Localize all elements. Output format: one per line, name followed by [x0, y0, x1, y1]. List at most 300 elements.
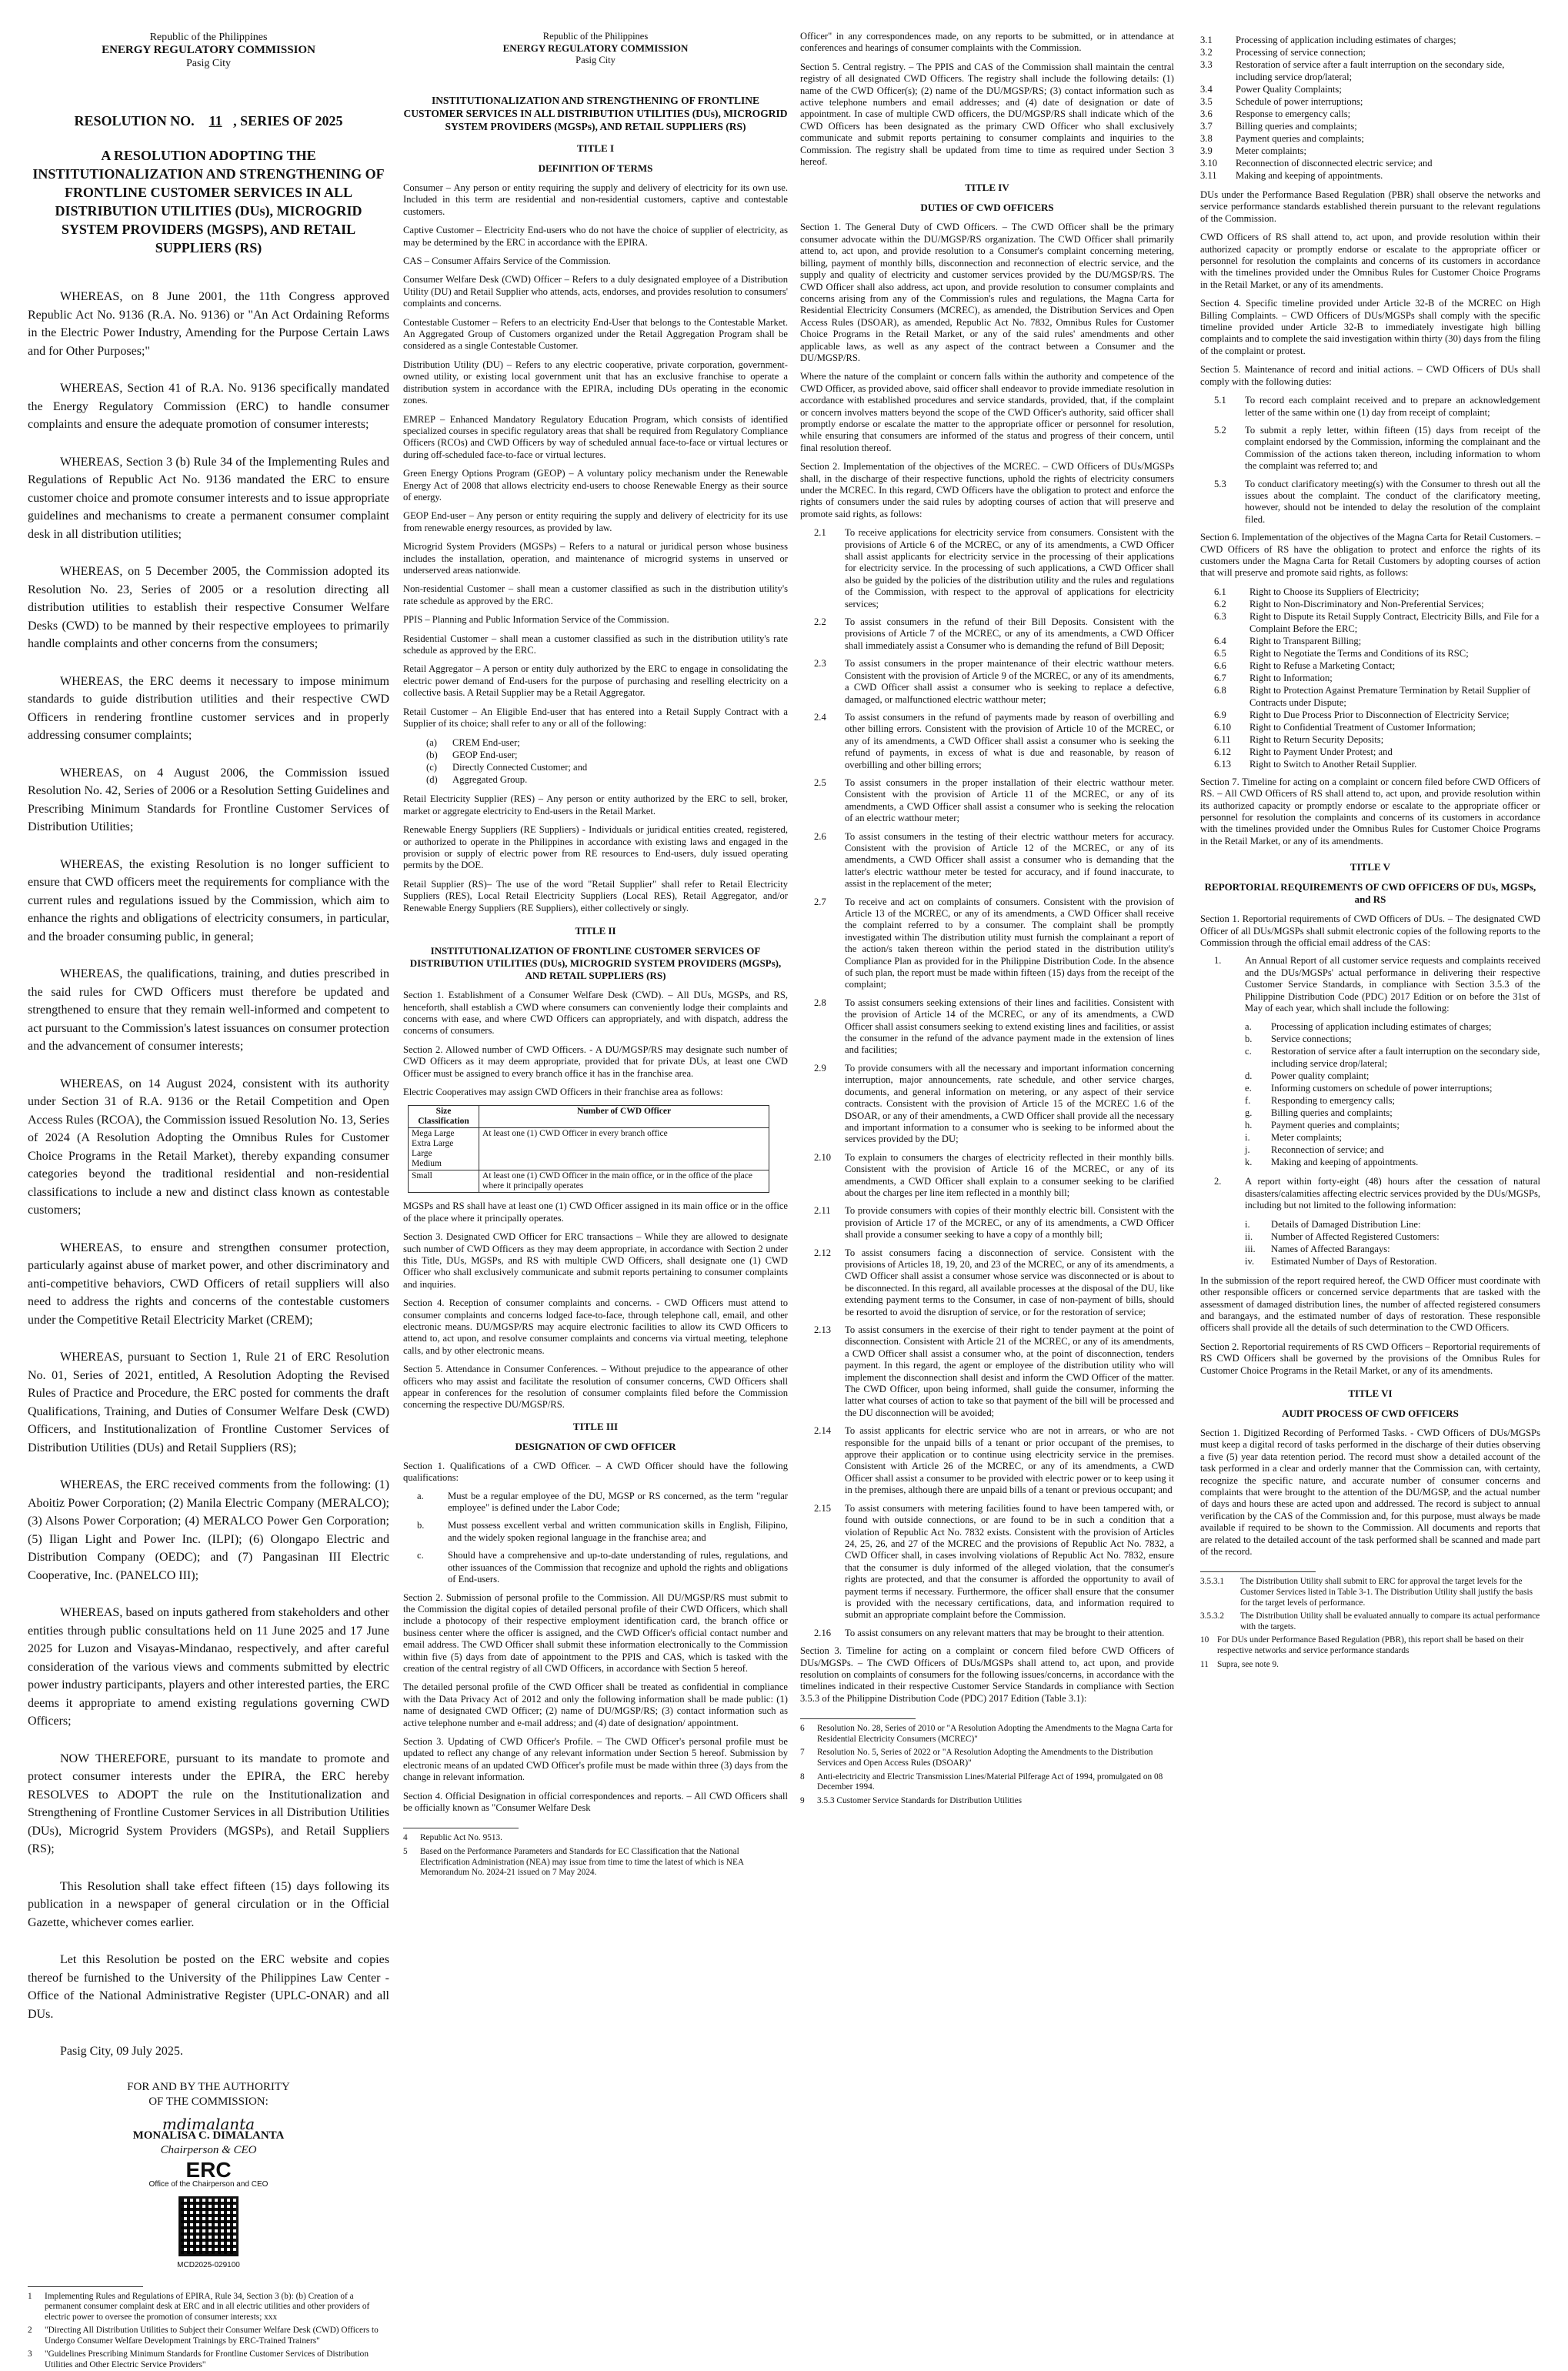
- right-item: [1214, 684, 1540, 709]
- footnotes-col1: [28, 2292, 389, 2371]
- item-text: To assist consumers with metering facilities found to have been tampered with, or found with outside connections, or are found to be in such a condition that a violation of Republic Act No. 7832 exists. Consistent with the provision of Articles 24, 25, 26, and 27 of the MCREC and the provisions of Republic Act No. 7832, a CWD Officer shall, in cases involving violations of Republic Act No. 7832, ensure that the consumer is duly informed of the alleged violation, that the consumer's rights are protected, and that the consumer is afforded the opportunity to avail of payment terms if necessary. Furthermore, the officer shall ensure that the consumer is provided with the necessary certifications, data, and information required to submit an appropriate complaint before the Commission.: [845, 1502, 1174, 1621]
- whereas-clause: WHEREAS, based on inputs gathered from stakeholders and other entities through public consultations held on 11 June 2025 and 17 June 2025 for Luzon and Visayas-Mindanao, respectively, and after careful consideration of the various views and comments submitted by electric power industry participants, players and other interested parties, the ERC deems it appropriate to amend existing regulations governing CWD Officers;: [28, 1606, 389, 1728]
- item-number: 2.12: [814, 1247, 832, 1258]
- item-text: Meter complaints;: [1236, 145, 1306, 156]
- whereas-clause: This Resolution shall take effect fifteen (15) days following its publication in a newspaper of general circulation or in the Official Gazette, whichever comes earlier.: [28, 1879, 389, 1929]
- service-item: [1200, 108, 1540, 120]
- service-item: [1200, 157, 1540, 169]
- definition: Contestable Customer – Refers to an electricity End-User that belongs to the Contestable Market. An Aggregated Group of Customers organized under the Retail Aggregation Program shall be considered as a single Contestable Customer.: [403, 316, 788, 352]
- disaster-detail-item: [1245, 1243, 1540, 1255]
- whereas-clause: WHEREAS, on 8 June 2001, the 11th Congress approved Republic Act No. 9136 (R.A. No. 9136) or "An Act Ordaining Reforms in the Electric Power Industry, Amending for the Purpose Certain Laws and for Other Purposes;": [28, 290, 389, 358]
- item-number: i.: [1245, 1132, 1250, 1144]
- size-class: Small: [412, 1171, 432, 1181]
- item-text: Names of Affected Barangays:: [1271, 1243, 1390, 1254]
- duty-item: [814, 1628, 1174, 1639]
- title-1-heading: TITLE I: [576, 142, 615, 154]
- title-5-heading: TITLE V: [1349, 861, 1391, 873]
- item-number: e.: [1245, 1083, 1252, 1094]
- section-paragraph: Section 2. Reportorial requirements of RS CWD Officers – Reportorial requirements of RS CWD Officers shall be governed by the provisions of the Omnibus Rules for Customer Choice Programs in the Retail Market, or any of its amendments.: [1200, 1341, 1540, 1376]
- right-item: [1214, 610, 1540, 635]
- item-text: GEOP End-user;: [452, 750, 518, 761]
- item-text: Right to Switch to Another Retail Supplier.: [1249, 758, 1417, 770]
- footnote-divider: [28, 2286, 143, 2287]
- item-text: Payment queries and complaints;: [1271, 1120, 1400, 1131]
- footnote-text: Anti-electricity and Electric Transmission Lines/Material Pilferage Act of 1994, promulgated on 08 December 1994.: [817, 1772, 1163, 1792]
- table-cell-size-group1: [409, 1128, 479, 1170]
- item-text: Right to Negotiate the Terms and Conditions of its RSC;: [1249, 647, 1469, 659]
- item-text: Right to Information;: [1249, 672, 1333, 683]
- title-4-sections: [800, 222, 1174, 520]
- service-item: [1200, 58, 1540, 83]
- section-paragraph: Electric Cooperatives may assign CWD Officers in their franchise area as follows:: [403, 1086, 723, 1097]
- item-number: 2.10: [814, 1151, 832, 1163]
- report-content-item: [1245, 1094, 1540, 1107]
- column-4: [1200, 31, 1540, 2289]
- item-text: Right to Transparent Billing;: [1249, 635, 1362, 646]
- item-number: 5.3: [1214, 478, 1226, 489]
- item-text: To assist consumers seeking extensions of their lines and facilities. Consistent with the provision of Article 14 of the MCREC, or any of its amendments, a CWD Officer shall assist consumers seeking to extend existing lines and facilities, or assist the consumer in the refund of the advance payment made in the extension of lines and facilities;: [845, 997, 1174, 1056]
- footnote: [800, 1748, 1174, 1768]
- definition: EMREP – Enhanced Mandatory Regulatory Education Program, which consists of identified specialized courses in specific regulatory areas that shall be required from Regulatory Compliance Officers (RCOs) and CWD Officers by way of scheduled annual face-to-face or virtual lectures or during off-scheduled face-to-face or virtual lectures.: [403, 413, 788, 460]
- footnote-number: 5: [403, 1847, 408, 1856]
- item-number: 3.11: [1200, 170, 1217, 181]
- definition: Microgrid System Providers (MGSPs) – Refers to a natural or juridical person whose business includes the installation, operation, and maintenance of microgrid systems in unserved or underserved areas nationwide.: [403, 541, 788, 576]
- footnote: [800, 1724, 1174, 1745]
- item-text: To submit a reply letter, within fifteen (15) days from receipt of the complaint endorsed by the Commission, informing the complainant and the Commission of the actions taken thereon, including information to whom the complaint was referred to; and: [1245, 424, 1540, 472]
- definition: CAS – Consumer Affairs Service of the Commission.: [403, 255, 611, 267]
- annual-report-contents: [1245, 1020, 1540, 1168]
- item-number: a.: [417, 1490, 424, 1501]
- item-number: 3.3: [1200, 59, 1213, 70]
- item-text: An Annual Report of all customer service requests and complaints received and the DUs/MGSPs' actual performance in delivering their respective Customer Service Standards, in compliance with Section 3.5.3 of the Philippine Distribution Code (PDC) 2017 Edition or on before the 31st of May of each year, which shall include the following:: [1245, 955, 1540, 1014]
- whereas-clause: WHEREAS, the qualifications, training, and duties prescribed in the said rules for CWD Officers must therefore be updated and strengthened to ensure that they remain well-informed and competent to act pursuant to the Commission's latest issuances on consumer protection and the advancement of consumer interests;: [28, 967, 389, 1053]
- footnote-text: The Distribution Utility shall submit to ERC for approval the target levels for the Customer Services listed in Table 3-1. The Distribution Utility shall justify the basis for the target levels of performance.: [1240, 1577, 1533, 1608]
- size-class: Large: [412, 1149, 432, 1159]
- title-3-sections: [403, 1592, 788, 1815]
- erc-logo: ERC: [185, 2157, 232, 2182]
- item-text: Responding to emergency calls;: [1271, 1095, 1396, 1107]
- item-number: j.: [1245, 1144, 1250, 1156]
- report-content-item: [1245, 1045, 1540, 1070]
- footnote: [800, 1796, 1174, 1807]
- footnote: [1200, 1577, 1540, 1608]
- item-number: 6.13: [1214, 758, 1232, 770]
- item-number: 6.11: [1214, 733, 1231, 745]
- footnote: [1200, 1635, 1540, 1656]
- footnote: [403, 1847, 788, 1878]
- central-registry-section: [800, 31, 1174, 168]
- report-content-item: [1245, 1033, 1540, 1045]
- item-text: To assist applicants for electric service who are not in arrears, or who are not responsible for the unpaid bills of a tenant or prior occupant of the premises, to approve their application or to continue using electricity service in the premises. Consistent with Article 26 of the MCREC, or any of its amendments, a CWD Officer shall assist a consumer to be provided with electric power or to keep using it in the premises, although there are unpaid bills of a tenant or previous occupant; and: [845, 1425, 1174, 1496]
- whereas-clause: WHEREAS, on 5 December 2005, the Commission adopted its Resolution No. 23, Series of 2005 or a resolution directing all distribution utilities to establish their respective Consumer Welfare Desks (CWD) to be manned by their respective employees to primarily handle complaints and other concerns from the consumers;: [28, 565, 389, 650]
- item-text: Restoration of service after a fault interruption on the secondary side, including service drop/lateral;: [1236, 59, 1505, 82]
- disaster-detail-item: [1245, 1218, 1540, 1231]
- section-paragraph: In the submission of the report required hereof, the CWD Officer must coordinate with other responsible officers or concerned service departments that are tasked with the assessment of damaged distribution lines, the number of affected registered consumers and barangays, and the estimated number of days of restoration. These responsible officers shall provide all the details of such determination to the CWD Officers.: [1200, 1274, 1540, 1334]
- definition: Non-residential Customer – shall mean a customer classified as such in the distribution utility's rate schedule as approved by the ERC.: [403, 583, 788, 606]
- item-number: b.: [1245, 1034, 1253, 1045]
- title-2-sections-b: [403, 1201, 788, 1411]
- definitions-list: [403, 182, 788, 730]
- section-paragraph: Section 3. Designated CWD Officer for ERC transactions – While they are allowed to designate such number of CWD Officers as they may deem appropriate, in accordance with Section 2 under this Title, DUs, MGSPs, and RS with multiple CWD Officers, shall designate one (1) CWD Officer who shall exclusively communicate and submit reports pertaining to consumer complaints and inquiries.: [403, 1231, 788, 1290]
- item-number: 6.9: [1214, 709, 1226, 720]
- item-text: Right to Dispute its Retail Supply Contract, Electricity Bills, and File for a Complaint Before the ERC;: [1249, 610, 1540, 634]
- item-text: To assist consumers facing a disconnection of service. Consistent with the provisions of Articles 18, 19, 20, and 23 of the MCREC, or any of its amendments, a CWD Officer shall assist a consumer whose service was disconnected or is about to be disconnected. In this regard, all available processes at the disposal of the DU, like extending payment terms to the Consumer, in case of non-payment of bills, should be resorted to avoid the disruption of service, or for the restoration of service;: [845, 1247, 1174, 1317]
- item-text: To assist consumers in the proper maintenance of their electric watthour meters. Consistent with the provision of Article 9 of the MCREC, or any of its amendments, a CWD Officer shall assist a consumer who is seeking to replace a defective, damaged, or malfunctioned electric watthour meter;: [845, 658, 1174, 705]
- section-paragraph: Section 5. Maintenance of record and initial actions. – CWD Officers of DUs shall comply with the following duties:: [1200, 364, 1540, 387]
- column-1: [28, 31, 389, 2370]
- definition: Retail Aggregator – A person or entity duly authorized by the ERC to engage in consolidating the electric power demand of End-users for the purpose of purchasing and reselling electricity on a collective basis. A Retail Supplier may be a Retail Aggregator.: [403, 663, 788, 699]
- retail-rights-list: [1214, 586, 1540, 770]
- item-number: 6.12: [1214, 746, 1232, 757]
- item-number: 3.5: [1200, 96, 1213, 107]
- duty-item: [814, 777, 1174, 825]
- item-text: Number of Affected Registered Customers:: [1271, 1231, 1440, 1242]
- size-class: Mega Large: [412, 1129, 455, 1139]
- signatory-name: MONALISA C. DIMALANTA: [132, 2129, 285, 2142]
- duty-item: [814, 616, 1174, 652]
- item-text: Schedule of power interruptions;: [1236, 96, 1363, 107]
- report-content-item: [1245, 1082, 1540, 1094]
- retail-customer-item: [426, 749, 788, 761]
- letterhead-2: Republic of the Philippines ENERGY REGULATORY COMMISSION Pasig City: [502, 31, 689, 65]
- item-number: 6.1: [1214, 586, 1226, 597]
- item-text: To assist consumers in the refund of payments made by reason of overbilling and other billing errors. Consistent with the provision of Article 10 of the MCREC, or any of its amendments, a CWD Officer shall assist a consumer who is seeking the refund of payments, in excess of what is due and reasonable, by reason of overbilling and other billing errors;: [845, 711, 1174, 770]
- size-classification-table: [408, 1105, 769, 1193]
- footnote: [28, 2326, 389, 2346]
- table-cell-value2: At least one (1) CWD Officer in the main office, or in the office of the place where it principally operates: [479, 1170, 769, 1193]
- qualification-item: [417, 1550, 788, 1585]
- whereas-clause: Let this Resolution be posted on the ERC website and copies thereof be furnished to the University of the Philippines Law Center - Office of the National Administrative Register (UPLC-ONAR) and all DUs.: [28, 1953, 389, 2021]
- letterhead: [28, 31, 389, 70]
- disaster-report-item: [1200, 1176, 1540, 1211]
- title-4-heading: TITLE IV: [965, 182, 1009, 194]
- disaster-report-contents: [1245, 1218, 1540, 1267]
- column-2: [403, 31, 788, 2289]
- footnote: [1200, 1660, 1540, 1671]
- definition: Consumer – Any person or entity requiring the supply and delivery of electricity for its own use. Included in this term are residential and non-residential customers, captive and contestable customers.: [403, 182, 788, 217]
- item-text: Estimated Number of Days of Restoration.: [1271, 1255, 1437, 1267]
- footnote-text: Resolution No. 5, Series of 2022 or "A Resolution Adopting the Amendments to the Distribution Services and Open Access Rules (DSOAR)": [817, 1748, 1153, 1768]
- item-number: 6.8: [1214, 684, 1226, 696]
- footnote-number: 10: [1200, 1635, 1209, 1645]
- footnote: [1200, 1611, 1540, 1632]
- item-number: (a): [426, 737, 437, 749]
- retail-customer-item: [426, 761, 788, 773]
- item-number: 6.7: [1214, 672, 1226, 683]
- item-number: 2.9: [814, 1062, 826, 1074]
- item-text: Processing of service connection;: [1236, 47, 1366, 58]
- agency-name: ENERGY REGULATORY COMMISSION: [102, 44, 315, 56]
- definitions-list-2: [403, 793, 788, 914]
- duty-item: [814, 712, 1174, 771]
- title-2-heading: TITLE II: [575, 925, 616, 937]
- item-number: a.: [1245, 1021, 1252, 1033]
- footnote-text: "Guidelines Prescribing Minimum Standards for Frontline Customer Services of Distribution Utilities and Other Electric Service Providers": [45, 2349, 369, 2370]
- qr-code-icon: [178, 2196, 239, 2256]
- title-2-sections: [403, 990, 788, 1098]
- service-item: [1200, 120, 1540, 132]
- item-number: 2.15: [814, 1502, 832, 1514]
- service-item: [1200, 132, 1540, 145]
- footnote-text: Based on the Performance Parameters and Standards for EC Classification that the National Electrification Administration (NEA) may issue from time to time the latest of which is NEA Memorandum No. 2024-21 issued on 7 May 2024.: [420, 1847, 744, 1878]
- duty-item: [814, 1152, 1174, 1200]
- duty-item: [814, 897, 1174, 991]
- footnote-number: 4: [403, 1833, 408, 1843]
- item-number: 6.5: [1214, 647, 1226, 659]
- duty-item: [814, 1503, 1174, 1621]
- handwritten-signature: mdimalanta: [162, 2114, 255, 2133]
- item-text: Aggregated Group.: [452, 774, 528, 786]
- item-number: 2.2: [814, 616, 826, 628]
- title-6-heading: TITLE VI: [1348, 1387, 1393, 1399]
- whereas-clause: WHEREAS, Section 41 of R.A. No. 9136 specifically mandated the Energy Regulatory Commission (ERC) to handle consumer complaints and ensure the adequate promotion of consumer interests;: [28, 382, 389, 431]
- definition: Retail Customer – An Eligible End-user that has entered into a Retail Supply Contract with a Supplier of its choice; shall refer to any or all of the following:: [403, 706, 788, 730]
- item-number: 1.: [1214, 955, 1222, 967]
- item-number: 2.3: [814, 658, 826, 670]
- item-number: 3.10: [1200, 158, 1218, 169]
- title-5-name: REPORTORIAL REQUIREMENTS OF CWD OFFICERS OF DUs, MGSPs, and RS: [1204, 881, 1536, 906]
- item-number: h.: [1245, 1120, 1253, 1131]
- item-number: g.: [1245, 1107, 1253, 1119]
- item-number: 5.1: [1214, 395, 1226, 406]
- item-text: Meter complaints;: [1271, 1132, 1342, 1144]
- right-item: [1214, 733, 1540, 746]
- record-duty-item: [1214, 395, 1540, 419]
- rules-title: INSTITUTIONALIZATION AND STRENGTHENING OF FRONTLINE CUSTOMER SERVICES IN ALL DISTRIBUTION UTILITIES (DUs), MICROGRID SYSTEM PROVIDERS (MGSPs), AND RETAIL SUPPLIERS (RS): [403, 95, 788, 132]
- service-item: [1200, 145, 1540, 157]
- service-item: [1200, 83, 1540, 95]
- qr-code-label: MCD2025-029100: [177, 2260, 240, 2269]
- footnote-text: The Distribution Utility shall be evaluated annually to compare its actual performance with the targets.: [1240, 1611, 1540, 1631]
- section-paragraph: Section 4. Specific timeline provided under Article 32-B of the MCREC on High Billing Complaints. – CWD Officers of DUs/MGSPs shall comply with the specific timeline provided under Article 32-B to immediately investigate high billing complaints and to complete the said investigation within thirty (30) days from the filing of the complaint or protest.: [1200, 298, 1540, 356]
- item-number: 6.10: [1214, 721, 1232, 733]
- section-paragraph: Section 4. Reception of consumer complaints and concerns. - CWD Officers must attend to consumer complaints and concerns lodged face-to-face, through telephone call, email, and other electronic means. DU/MGSP/RS may acquire electronic facilities to allow its CWD Officers to attend to, act upon, and resolve consumer complaints and concerns via virtual meeting, telephone calls, and by other electronic means.: [403, 1297, 788, 1356]
- report-item: [1214, 1176, 1540, 1211]
- table-cell-size-group2: [409, 1170, 479, 1193]
- section-paragraph: Section 2. Submission of personal profile to the Commission. All DU/MGSP/RS must submit to the Commission the digital copies of detailed personal profile of their CWD Officers, which shall include a photocopy of their respective employment identification card, the branch office or business center where the officer is assigned, and the CWD Officer's official contact number and email address. The CWD Officer shall submit these information electronically to the Commission within five (5) days from date of appointment to the PPIS and CAS, which is tasked with the creation of the central registry of all CWD Officers, in accordance with Section 5 hereof.: [403, 1591, 788, 1674]
- timeline-section: Section 3. Timeline for acting on a complaint or concern filed before CWD Officers of DUs/MGSPs. – The CWD Officers of DUs/MGSPs shall attend to, act upon, and provide resolution on complaints of consumers for the following issues/concerns, in accordance with the timelines indicated in their respective Customer Service Standards in compliance with Section 3.5.3 of the Philippine Distribution Code (PDC) 2017 Edition (Table 3.1):: [800, 1645, 1174, 1704]
- item-number: 2.14: [814, 1425, 832, 1437]
- annual-report-item: [1200, 955, 1540, 1014]
- whereas-clause: WHEREAS, on 14 August 2024, consistent with its authority under Section 31 of R.A. 9136 or the Retail Competition and Open Access Rules (RCOA), the Commission issued Resolution No. 13, Series of 2024 (A Resolution Adopting the Omnibus Rules for Customer Choice Programs in the Retail Market), thereby expanding consumer categories beyond the traditional residential and non-residential classifications to include a new and distinct class known as contestable customers;: [28, 1077, 389, 1217]
- title-2-name: INSTITUTIONALIZATION OF FRONTLINE CUSTOMER SERVICES OF DISTRIBUTION UTILITIES (DUs), MICROGRID SYSTEM PROVIDERS (MGSPs), AND RETAIL SUPPLIERS (RS): [409, 945, 782, 982]
- disaster-detail-item: [1245, 1255, 1540, 1267]
- item-number: 3.8: [1200, 133, 1213, 144]
- right-item: [1214, 672, 1540, 684]
- section-paragraph: MGSPs and RS shall have at least one (1) CWD Officer assigned in its main office or in the office of the place where it principally operates.: [403, 1201, 788, 1224]
- whereas-clauses: [28, 288, 389, 2061]
- item-text: To explain to consumers the charges of electricity reflected in their monthly bills. Consistent with the provision of Article 16 of the MCREC, or any of its amendments, a CWD Officer shall explain to a consumer seeking to be clarified about the charges per line item reflected in a monthly bill;: [845, 1151, 1174, 1198]
- footnote-number: 3.5.3.2: [1200, 1611, 1225, 1621]
- title-3-name: DESIGNATION OF CWD OFFICER: [515, 1440, 676, 1452]
- right-item: [1214, 709, 1540, 721]
- item-text: To assist consumers in the refund of their Bill Deposits. Consistent with the provisions of Article 7 of the MCREC, or any of its amendments, a CWD Officer shall immediately assist a Consumer who is demanding the refund of Bill Deposit;: [845, 616, 1174, 651]
- footnote: [403, 1833, 788, 1844]
- item-number: iv.: [1245, 1255, 1255, 1267]
- republic-line: Republic of the Philippines: [149, 32, 268, 43]
- item-number: (c): [426, 762, 437, 773]
- item-number: 2.4: [814, 711, 826, 723]
- item-text: Billing queries and complaints;: [1271, 1107, 1393, 1119]
- definition: Renewable Energy Suppliers (RE Suppliers) - Individuals or juridical entities created, registered, or authorized to operate in the Philippines in accordance with existing laws and engaged in the provision or supply of electric power from RE resources to End-users, duly issued operating permits by the DOE.: [403, 824, 788, 871]
- item-number: 2.7: [814, 896, 826, 907]
- item-text: To assist consumers in the testing of their electric watthour meters for accuracy. Consistent with the provision of Article 12 of the MCREC, or any of its amendments, a CWD Officer shall assist a consumer who is demanding that the latter's electric watthour meter be tested for accuracy, and if found inaccurate, to assist in the replacement of the meter;: [845, 830, 1174, 890]
- item-text: To receive and act on complaints of consumers. Consistent with the provision of Article 13 of the MCREC, or any of its amendments, a CWD Officer shall receive the complaint referred to by a consumer. The complaint shall be promptly investigated within The distribution utility must furnish the complainant a report of the action/s taken thereon within the period stated in the distribution utility's Compliance Plan as provided for in the Philippine Distribution Code. In the absence of such plan, the report must be made within fifteen (15) days from the receipt of the complaint;: [845, 896, 1174, 990]
- item-number: 6.4: [1214, 635, 1226, 646]
- coordination-section: [1200, 1275, 1540, 1377]
- item-text: To record each complaint received and to prepare an acknowledgement letter of the same within one (1) day from receipt of complaint;: [1245, 395, 1540, 418]
- retail-customer-list: [426, 736, 788, 786]
- title-3-intro: Section 1. Qualifications of a CWD Officer. – A CWD Officer should have the following qualifications:: [403, 1460, 788, 1484]
- item-text: Reconnection of disconnected electric service; and: [1236, 158, 1433, 169]
- section-paragraph: The detailed personal profile of the CWD Officer shall be treated as confidential in compliance with the Data Privacy Act of 2012 and only the following information shall be made public: (1) name of designated CWD Officer; (2) name of DU/MGSP/RS; (3) contact information such as active telephone number and e-mail address; and (4) date of designation/ appointment.: [403, 1681, 788, 1728]
- duty-item: [814, 527, 1174, 610]
- duty-item: [814, 997, 1174, 1057]
- footnote-number: 3.5.3.1: [1200, 1577, 1225, 1587]
- item-number: 2.: [1214, 1176, 1222, 1187]
- right-item: [1214, 635, 1540, 647]
- report-content-item: [1245, 1070, 1540, 1082]
- right-item: [1214, 721, 1540, 733]
- duty-item: [814, 658, 1174, 706]
- definition: Distribution Utility (DU) – Refers to any electric cooperative, private corporation, government-owned utility, or existing local government unit that has an exclusive franchise to operate a distribution system in accordance with the EPIRA, including DUs operating in the economic zones.: [403, 359, 788, 406]
- item-text: To provide consumers with copies of their monthly electric bill. Consistent with the provision of Article 17 of the MCREC, or any of its amendments, a CWD Officer shall provide a consumer seeking to have a copy of a monthly bill;: [845, 1205, 1174, 1241]
- qualifications-list: [403, 1491, 788, 1586]
- section-paragraph: Section 3. Updating of CWD Officer's Profile. – The CWD Officer's personal profile must be updated to reflect any change of any relevant information under Section 5 hereof. Submission by electronic means of an updated CWD Officer's profile must be made within three (3) days from the change in relevant information.: [403, 1735, 788, 1783]
- item-text: Reconnection of service; and: [1271, 1144, 1384, 1156]
- item-text: Making and keeping of appointments.: [1236, 170, 1383, 181]
- item-number: 3.7: [1200, 121, 1213, 132]
- item-text: Right to Return Security Deposits;: [1249, 733, 1384, 745]
- item-number: (b): [426, 750, 438, 761]
- report-content-item: [1245, 1020, 1540, 1033]
- footnote-text: Republic Act No. 9513.: [420, 1833, 502, 1843]
- right-item: [1214, 598, 1540, 610]
- right-item: [1214, 586, 1540, 598]
- section-paragraph: Section 1. Establishment of a Consumer Welfare Desk (CWD). – All DUs, MGSPs, and RS, henceforth, shall establish a CWD where consumers can conveniently lodge their complaints and concerns with ease, and where CWD Officers can appropriately, and with dispatch, address the concerns of consumers.: [403, 990, 788, 1037]
- whereas-clause: WHEREAS, on 4 August 2006, the Commission issued Resolution No. 42, Series of 2006 or a Resolution Setting Guidelines and Prescribing Minimum Standards for Frontline Customer Services of Distribution Utilities;: [28, 766, 389, 833]
- item-text: Payment queries and complaints;: [1236, 133, 1364, 144]
- whereas-clause: NOW THEREFORE, pursuant to its mandate to promote and protect consumer interests under the EPIRA, the ERC hereby RESOLVES to ADOPT the rule on the Institutionalization and Strengthening of Frontline Customer Services in all Distribution Utilities (DUs), Microgrid System Providers (MGSPs), and Retail Suppliers (RS);: [28, 1752, 389, 1855]
- retail-customer-item: [426, 736, 788, 749]
- item-number: 2.5: [814, 776, 826, 788]
- footnotes-col4: [1200, 1577, 1540, 1670]
- footnote-number: 7: [800, 1748, 805, 1758]
- footnote-text: "Directing All Distribution Utilities to Subject their Consumer Welfare Desk (CWD) Officers to Undergo Consumer Welfare Development Trainings by ERC-Trained Trainers": [45, 2326, 379, 2346]
- footnote-number: 11: [1200, 1659, 1209, 1669]
- footnote: [800, 1772, 1174, 1793]
- mcrec-duties-list: [800, 527, 1174, 1639]
- reportorial-section: Section 1. Reportorial requirements of CWD Officers of DUs. – The designated CWD Officer of all DUs/MGSPs shall submit electronic copies of the following reports to the Commission through the official email address of the CAS:: [1200, 913, 1540, 949]
- item-text: Must be a regular employee of the DU, MGSP or RS concerned, as the term "regular employee" is defined under the Labor Code;: [448, 1490, 788, 1514]
- service-item: [1200, 46, 1540, 58]
- audit-section: Section 1. Digitized Recording of Performed Tasks. - CWD Officers of DUs/MGSPs must keep a digital record of tasks performed in the discharge of their duties observing a five (5) year data retention period. The record must show a detailed account of the task performed in a clear and orderly manner that the Commission can, with certainty, recognize the specific nature, and accurate number of consumer concerns and complaints that were brought to the attention of the DU/MGSP, and the actual number of days and hours these are acted upon and addressed. The record is subject to annual verification by the CAS of the Commission and, for this purpose, must always be made available if required to be shown to the Commission. All documents and reports that are related to the detailed account of the task performed shall be scanned and made part of the record.: [1200, 1427, 1540, 1557]
- item-text: Processing of application including estimates of charges;: [1236, 35, 1456, 45]
- item-number: 3.9: [1200, 145, 1213, 156]
- item-number: 2.16: [814, 1627, 832, 1638]
- item-text: To conduct clarificatory meeting(s) with the Consumer to thresh out all the issues about the complaint. The conduct of the clarificatory meeting, however, should not be intended to delay the resolution of the complaint filed.: [1245, 478, 1540, 525]
- item-text: Should have a comprehensive and up-to-date understanding of rules, regulations, and other issuances of the Commission that recognize and uphold the rights and obligations of End-users.: [448, 1550, 788, 1585]
- report-content-item: [1245, 1144, 1540, 1156]
- footnote-divider: [1200, 1571, 1316, 1572]
- magna-carta-section: Section 6. Implementation of the objectives of the Magna Carta for Retail Customers. – CWD Officers of RS have the obligation to protect and enforce the rights of its customers under the Magna Carta for Retail Customers by adopting courses of action that will preserve and promote said rights, as follows:: [1200, 532, 1540, 579]
- footnote-number: 2: [28, 2326, 32, 2336]
- right-item: [1214, 647, 1540, 660]
- footnote-text: Supra, see note 9.: [1217, 1659, 1279, 1669]
- item-text: To receive applications for electricity service from consumers. Consistent with the provisions of Article 6 of the MCREC, or any of its amendments, a CWD Officer shall assist applicants for electricity service in the processing of their applications for electricity service. In the processing of such applications, a CWD Officer shall also be guided by the policies of the distribution utility and the rules and regulations of the Commission, with respect to the approval of applications for electricity services;: [845, 527, 1174, 609]
- item-number: 5.2: [1214, 424, 1226, 436]
- section-4-5: [1200, 189, 1540, 388]
- table-cell-value1: At least one (1) CWD Officer in every branch office: [479, 1128, 769, 1170]
- footnote-text: Resolution No. 28, Series of 2010 or "A Resolution Adopting the Amendments to the Magna Carta for Residential Electricity Consumers (MCREC)": [817, 1724, 1173, 1744]
- item-number: (d): [426, 774, 438, 786]
- item-text: Right to Choose its Suppliers of Electricity;: [1249, 586, 1420, 597]
- item-number: 2.6: [814, 830, 826, 842]
- record-duties-list: [1200, 395, 1540, 526]
- section-paragraph: CWD Officers of RS shall attend to, act upon, and provide resolution within their authorized capacity or promptly endorse or escalate to the appropriate officer or personnel for resolution the complaints and concerns of its customers in accordance with the timelines provided under the Omnibus Rules for Customer Choice Programs in the Retail Market, or any of its amendments.: [1200, 232, 1540, 290]
- report-content-item: [1245, 1156, 1540, 1168]
- item-number: 6.2: [1214, 598, 1226, 609]
- item-text: Power quality complaint;: [1271, 1070, 1369, 1082]
- whereas-clause: WHEREAS, Section 3 (b) Rule 34 of the Implementing Rules and Regulations of Republic Act No. 9136 mandated the ERC to ensure customer choice and promote consumer interests and to issue appropriate guidelines and mechanisms to create a permanent consumer complaint desk in all distribution utilities;: [28, 455, 389, 541]
- item-text: Right to Refuse a Marketing Contact;: [1249, 660, 1396, 671]
- resolution-number: RESOLUTION NO. 11 , SERIES OF 2025: [74, 113, 343, 129]
- definition: Green Energy Options Program (GEOP) – A voluntary policy mechanism under the Renewable Energy Act of 2008 that allows electricity end-users to choose Renewable Energy as their source of energy.: [403, 468, 788, 503]
- item-number: 3.6: [1200, 109, 1213, 119]
- section-paragraph: Officer" in any correspondences made, on any reports to be submitted, or in attendance at conferences and hearings of consumer complaints with the Commission.: [800, 31, 1174, 54]
- title-4-name: DUTIES OF CWD OFFICERS: [920, 202, 1054, 214]
- report-content-item: [1245, 1119, 1540, 1131]
- timeline-rs-section: Section 7. Timeline for acting on a complaint or concern filed before CWD Officers of RS. – All CWD Officers of RS shall attend to, act upon, and provide resolution within its authorized capacity or promptly endorse or escalate to the appropriate officer or personnel for resolution the complaints and concerns of its customers in accordance with the timelines provided under the Omnibus Rules for Customer Choice Programs in the Retail Market, or any of its amendments.: [1200, 776, 1540, 847]
- footnote-number: 6: [800, 1724, 805, 1734]
- item-text: Service connections;: [1271, 1034, 1352, 1045]
- footnote-number: 3: [28, 2349, 32, 2359]
- footnotes-col2: [403, 1833, 788, 1878]
- footnote-text: For DUs under Performance Based Regulation (PBR), this report shall be based on their respective networks and service performance standards: [1217, 1635, 1524, 1655]
- item-text: Right to Due Process Prior to Disconnection of Electricity Service;: [1249, 709, 1510, 720]
- item-text: Processing of application including estimates of charges;: [1271, 1021, 1492, 1033]
- item-text: Right to Confidential Treatment of Customer Information;: [1249, 721, 1476, 733]
- duty-item: [814, 1063, 1174, 1146]
- record-duty-item: [1214, 425, 1540, 473]
- size-class: Extra Large: [412, 1139, 454, 1149]
- disaster-detail-item: [1245, 1231, 1540, 1243]
- footnote-text: 3.5.3 Customer Service Standards for Distribution Utilities: [817, 1795, 1023, 1805]
- title-1-name: DEFINITION OF TERMS: [538, 162, 653, 174]
- resolution-title: A RESOLUTION ADOPTING THE INSTITUTIONALIZATION AND STRENGTHENING OF FRONTLINE CUSTOMER SERVICES IN ALL DISTRIBUTION UTILITIES (DUs), MICROGRID SYSTEM PROVIDERS (MGSPS), AND RETAIL SUPPLIERS (RS): [32, 148, 385, 255]
- section-paragraph: Section 4. Official Designation in official correspondences and reports. – All CWD Officers shall be officially known as "Consumer Welfare Desk: [403, 1790, 788, 1813]
- item-text: Restoration of service after a fault interruption on the secondary side, including service drop/lateral;: [1271, 1046, 1540, 1070]
- section-paragraph: Section 1. The General Duty of CWD Officers. – The CWD Officer shall be the primary consumer advocate within the DU/MGSP/RS organization. The CWD Officer shall primarily attend to, act upon, and provide resolution to a Consumer's complaint concerning metering, billing, payment of monthly bills, disconnection and reconnection of electric service, and the supply and quality of electricity and customer services provided by the DU/MGSP/RS. The CWD Officer shall also address, act upon, and provide resolution to consumer complaints and concerns arising from any of the Commission's rules and regulations, the Magna Carta for Residential Electricity Consumers (MCREC), as amended, the Distribution Services and Open Access Rules (DSOAR), as amended, Republic Act No. 7832, Omnibus Rules for Customer Choice Programs in the Retail Market, or any of the said rules' amendments and other applicable laws, as well as any aspect of the contract between a Consumer and the DU/MGSP/RS.: [800, 222, 1174, 363]
- city-line: Pasig City: [186, 58, 231, 69]
- item-number: iii.: [1245, 1243, 1256, 1254]
- footnote-number: 8: [800, 1772, 805, 1782]
- item-number: d.: [1245, 1070, 1253, 1082]
- section-paragraph: Section 5. Central registry. – The PPIS and CAS of the Commission shall maintain the central registry of all designated CWD Officers. The registry shall include the following details: (1) name of the CWD Officer(s); (2) name of the DU/MGSP/RS; (3) contact information such as active telephone numbers and email addresses; and (4) date of designation or date of appointment. In case of multiple CWD officers, the DU/MGSP/RS shall indicate which of the CWD Officers has been designated as the primary CWD Officer who shall exclusively communicate and submit reports pertaining to consumer complaints and inquiries to the Commission. The registry shall be updated from time to time as required under Section 3 hereof.: [800, 61, 1174, 168]
- definition: PPIS – Planning and Public Information Service of the Commission.: [403, 614, 669, 626]
- item-number: 2.11: [814, 1205, 831, 1217]
- right-item: [1214, 746, 1540, 758]
- item-text: Informing customers on schedule of power interruptions;: [1271, 1083, 1493, 1094]
- signature-block: FOR AND BY THE AUTHORITY OF THE COMMISSION: mdimalanta MONALISA C. DIMALANTA Chairperson & CEO ERC Office of the Chairperson and CEO MCD2025-029100: [28, 2080, 389, 2272]
- footnote-divider: [800, 1718, 916, 1719]
- section-paragraph: Where the nature of the complaint or concern falls within the authority and competence of the CWD Officer, as provided above, said officer shall endeavor to provide immediate resolution in accordance with established procedures and service standards, provided, that, if the complaint or concern involves matters beyond the scope of the CWD Officer's authority, said officer shall promptly endorse or escalate the matter to the appropriate officer or personnel for resolution, while ensuring that consumers are informed of the status and progress of their concern, until final resolution thereof.: [800, 371, 1174, 453]
- definition: Retail Supplier (RS)– The use of the word "Retail Supplier" shall refer to Retail Electricity Suppliers (RES), Local Retail Electricity Suppliers (Local RES), Retail Aggregator, and/or Renewable Energy Suppliers (RE Suppliers), either collectively or singly.: [403, 878, 788, 913]
- item-text: A report within forty-eight (48) hours after the cessation of natural disasters/calamities affecting electric services provided by the DUs/MGSPs, including but not limited to the following information:: [1245, 1176, 1540, 1211]
- item-number: ii.: [1245, 1231, 1253, 1242]
- section-paragraph: DUs under the Performance Based Regulation (PBR) shall observe the networks and service performance standards established therein pursuant to the relevant regulations of the Commission.: [1200, 189, 1540, 224]
- item-text: Right to Protection Against Premature Termination by Retail Supplier of Contracts under Dispute;: [1249, 684, 1531, 708]
